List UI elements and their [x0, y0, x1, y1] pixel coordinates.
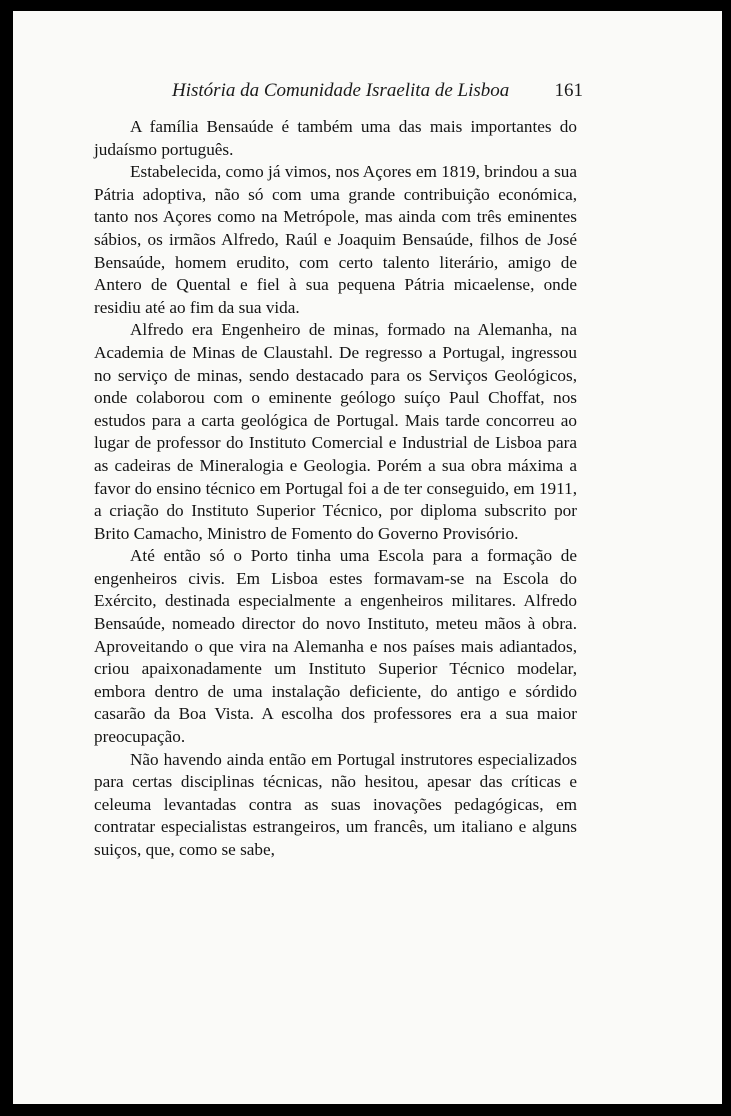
paragraph-5: Não havendo ainda então em Portugal instrutores especializados para certas disciplinas técnicas, não hesitou, apesar das críticas e celeuma levantadas contra as suas inovações pedagógicas, em contratar especialistas estrangeiros, um francês, um italiano e alguns suiços, que, como se sabe, — [94, 749, 577, 859]
body-text — [94, 116, 577, 862]
page-number: 161 — [554, 80, 583, 101]
paragraph-4: Até então só o Porto tinha uma Escola para a formação de engenheiros civis. Em Lisboa estes formavam-se na Escola do Exército, destinada especialmente a engenheiros militares. Alfredo Bensaúde, nomeado director do novo Instituto, meteu mãos à obra. Aproveitando o que vira na Alemanha e nos países mais adiantados, criou apaixonadamente um Instituto Superior Técnico modelar, embora dentro de uma instalação deficiente, do antigo e sórdido casarão da Boa Vista. A escolha dos professores era a sua maior preocupação. — [94, 546, 577, 747]
running-title: História da Comunidade Israelita de Lisboa — [172, 80, 510, 101]
page-header — [107, 75, 589, 103]
paragraph-3: Alfredo era Engenheiro de minas, formado na Alemanha, na Academia de Minas de Claustahl. De regresso a Portugal, ingressou no serviço de minas, sendo destacado para os Serviços Geológicos, onde colaborou com o eminente geólogo suíço Paul Choffat, nos estudos para a carta geológica de Portugal. Mais tarde concorreu ao lugar de professor do Instituto Comercial e Industrial de Lisboa para as cadeiras de Mineralogia e Geologia. Porém a sua obra máxima a favor do ensino técnico em Portugal foi a de ter conseguido, em 1911, a criação do Instituto Superior Técnico, por diploma subscrito por Brito Camacho, Ministro de Fomento do Governo Provisório. — [94, 320, 577, 543]
paragraph-2: Estabelecida, como já vimos, nos Açores em 1819, brindou a sua Pátria adoptiva, não só com uma grande contribuição económica, tanto nos Açores como na Metrópole, mas ainda com três eminentes sábios, os irmãos Alfredo, Raúl e Joaquim Bensaúde, filhos de José Bensaúde, homem erudito, com certo talento literário, amigo de Antero de Quental e fiel à sua pequena Pátria micaelense, onde residiu até ao fim da sua vida. — [94, 162, 577, 317]
paragraph-1: A família Bensaúde é também uma das mais importantes do judaísmo português. — [94, 117, 577, 159]
